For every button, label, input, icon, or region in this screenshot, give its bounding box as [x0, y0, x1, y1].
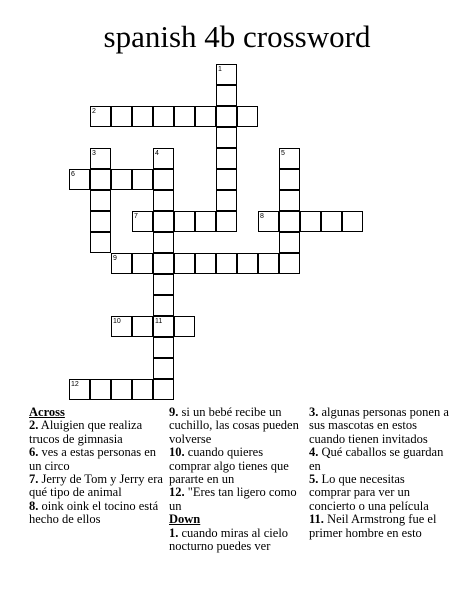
- crossword-cell[interactable]: [153, 379, 174, 400]
- clue-number: 1: [218, 66, 222, 73]
- clue-number-label: 7.: [29, 472, 39, 487]
- crossword-cell[interactable]: [258, 253, 279, 274]
- crossword-cell[interactable]: [279, 169, 300, 190]
- crossword-cell[interactable]: [195, 211, 216, 232]
- crossword-cell[interactable]: [90, 232, 111, 253]
- crossword-cell[interactable]: [174, 106, 195, 127]
- crossword-cell[interactable]: [279, 190, 300, 211]
- clue-number: 2: [92, 108, 96, 115]
- clue-text: "Eres tan ligero como un: [169, 485, 297, 513]
- crossword-cell[interactable]: [174, 211, 195, 232]
- clue-item: [29, 500, 167, 527]
- clue-item: [29, 446, 167, 473]
- clue-text: Jerry de Tom y Jerry era qué tipo de animal: [29, 472, 163, 500]
- clue-number: 4: [155, 150, 159, 157]
- crossword-cell[interactable]: [216, 85, 237, 106]
- clue-number-label: 8.: [29, 498, 39, 513]
- clue-item: [169, 406, 307, 446]
- clue-item: [29, 419, 167, 446]
- crossword-cell[interactable]: [111, 169, 132, 190]
- crossword-cell[interactable]: [174, 316, 195, 337]
- page-title: spanish 4b crossword: [103, 19, 371, 54]
- clue-number: 11: [155, 318, 163, 325]
- clue-number: 7: [134, 213, 138, 220]
- crossword-cell[interactable]: [216, 211, 237, 232]
- clue-number: 10: [113, 318, 121, 325]
- crossword-cell[interactable]: [90, 190, 111, 211]
- clue-number: 9: [113, 255, 117, 262]
- clue-number: 3: [92, 150, 96, 157]
- clue-number-label: 1.: [169, 525, 179, 540]
- crossword-cell[interactable]: [279, 211, 300, 232]
- clue-number-label: 12.: [169, 485, 185, 500]
- crossword-cell[interactable]: [216, 106, 237, 127]
- clue-text: Aluigien que realiza trucos de gimnasia: [29, 418, 143, 446]
- clue-number-label: 6.: [29, 445, 39, 460]
- crossword-cell[interactable]: [153, 211, 174, 232]
- clue-item: [309, 406, 449, 446]
- clue-text: ves a estas personas en un circo: [29, 445, 157, 473]
- crossword-cell[interactable]: [279, 232, 300, 253]
- clue-item: [169, 486, 307, 513]
- crossword-cell[interactable]: [132, 106, 153, 127]
- clue-text: algunas personas ponen a sus mascotas en estos cuando tienen invitados: [309, 405, 449, 446]
- clue-number-label: 10.: [169, 445, 185, 460]
- clue-number-label: 5.: [309, 472, 319, 487]
- crossword-cell[interactable]: [153, 232, 174, 253]
- crossword-cell[interactable]: [90, 379, 111, 400]
- crossword-cell[interactable]: [237, 106, 258, 127]
- crossword-cell[interactable]: [321, 211, 342, 232]
- crossword-cell[interactable]: [279, 253, 300, 274]
- crossword-cell[interactable]: [111, 379, 132, 400]
- crossword-cell[interactable]: [216, 148, 237, 169]
- clue-text: oink oink el tocino está hecho de ellos: [29, 498, 159, 527]
- clue-text: si un bebé recibe un cuchillo, las cosas pueden volverse: [169, 405, 299, 446]
- clue-number-label: 3.: [309, 405, 319, 419]
- clue-number-label: 4.: [309, 445, 319, 460]
- crossword-cell[interactable]: [132, 169, 153, 190]
- clue-number-label: 2.: [29, 418, 39, 433]
- crossword-cell[interactable]: [237, 253, 258, 274]
- clues-column-2: [169, 406, 307, 553]
- crossword-cell[interactable]: [300, 211, 321, 232]
- clues-column-1: [29, 406, 167, 527]
- crossword-cell[interactable]: [216, 169, 237, 190]
- crossword-cell[interactable]: [111, 106, 132, 127]
- crossword-cell[interactable]: [153, 274, 174, 295]
- crossword-cell[interactable]: [216, 127, 237, 148]
- down-heading: Down: [169, 512, 201, 527]
- across-heading: Across: [29, 405, 65, 419]
- crossword-cell[interactable]: [153, 190, 174, 211]
- clue-text: Neil Armstrong fue el primer hombre en esto: [309, 512, 437, 540]
- crossword-cell[interactable]: [153, 169, 174, 190]
- clue-text: cuando quieres comprar algo tienes que pararte en un: [169, 445, 289, 487]
- clue-number-label: 11.: [309, 512, 324, 527]
- crossword-cell[interactable]: [153, 253, 174, 274]
- crossword-cell[interactable]: [132, 379, 153, 400]
- crossword-cell[interactable]: [153, 295, 174, 316]
- clue-item: [169, 446, 307, 486]
- crossword-cell[interactable]: [174, 253, 195, 274]
- crossword-cell[interactable]: [216, 190, 237, 211]
- crossword-cell[interactable]: [195, 106, 216, 127]
- crossword-cell[interactable]: [132, 316, 153, 337]
- clue-item: [309, 473, 449, 513]
- clue-number: 12: [71, 381, 79, 388]
- clue-item: [29, 473, 167, 500]
- crossword-cell[interactable]: [342, 211, 363, 232]
- crossword-cell[interactable]: [90, 169, 111, 190]
- clue-item: [309, 446, 449, 473]
- crossword-cell[interactable]: [132, 253, 153, 274]
- clue-text: Qué caballos se guardan en: [309, 445, 444, 473]
- clue-number: 5: [281, 150, 285, 157]
- clues-column-3: [309, 406, 449, 540]
- crossword-cell[interactable]: [216, 253, 237, 274]
- clue-item: [169, 527, 307, 554]
- clue-number: 6: [71, 171, 75, 178]
- crossword-cell[interactable]: [153, 358, 174, 379]
- crossword-cell[interactable]: [195, 253, 216, 274]
- clue-number: 8: [260, 213, 264, 220]
- clue-item: [309, 513, 449, 540]
- crossword-cell[interactable]: [153, 106, 174, 127]
- clue-text: Lo que necesitas comprar para ver un concierto o una película: [309, 472, 429, 513]
- crossword-cell[interactable]: [90, 211, 111, 232]
- clue-number-label: 9.: [169, 405, 179, 419]
- crossword-cell[interactable]: [153, 337, 174, 358]
- clue-text: cuando miras al cielo nocturno puedes ver: [169, 525, 289, 554]
